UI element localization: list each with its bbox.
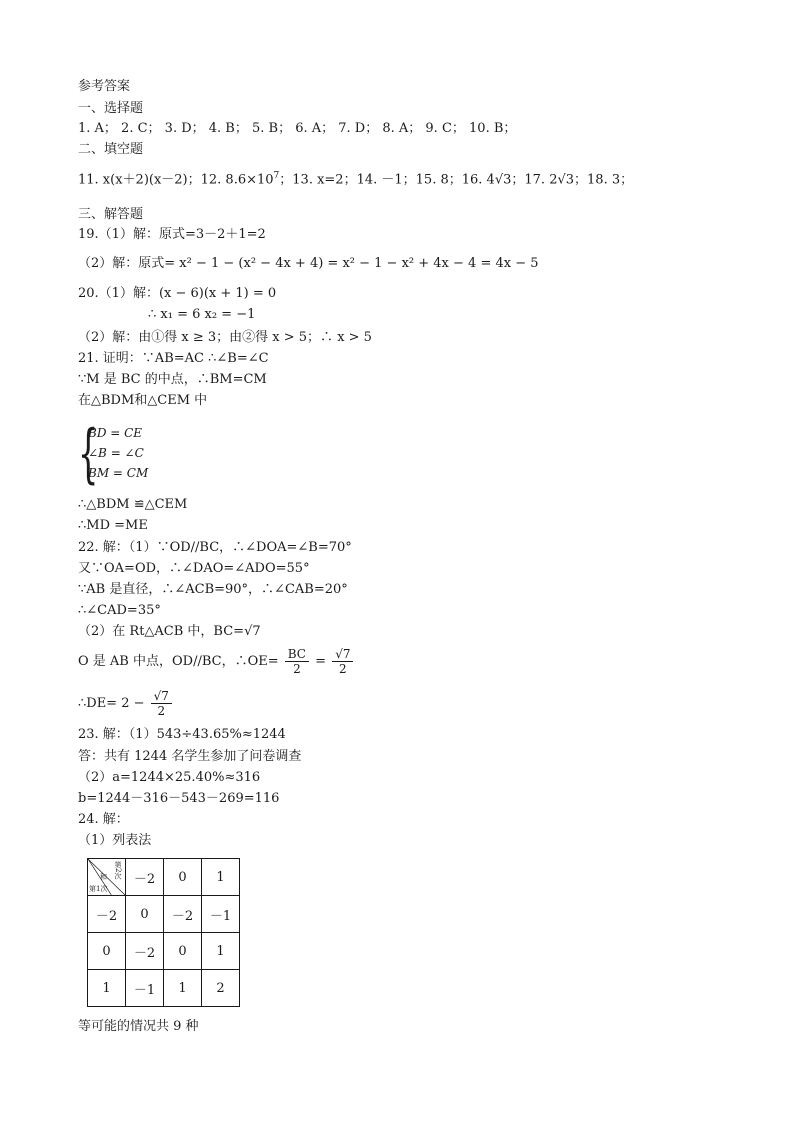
table-header-cell: 0 bbox=[164, 859, 202, 896]
q21-congruent: ∴△BDM ≌△CEM bbox=[78, 497, 188, 512]
table-row-header: 1 bbox=[88, 970, 126, 1007]
frac-den: 2 bbox=[339, 662, 347, 676]
q23-line3: （2）a=1244×25.40%≈316 bbox=[78, 770, 261, 785]
system-brace: { bbox=[78, 417, 99, 491]
q19-part1: 19.（1）解：原式=3－2＋1=2 bbox=[78, 227, 266, 242]
fill-answers bbox=[78, 172, 633, 186]
fraction-root7-2 bbox=[332, 648, 353, 675]
frac-den: 2 bbox=[157, 704, 166, 718]
q24-heading: 24. 解： bbox=[78, 812, 129, 827]
fill-part1: 11. x(x＋2)(x－2)；12. 8.6×10 bbox=[78, 172, 274, 188]
table-row-header: 0 bbox=[88, 933, 126, 970]
q23-line2: 答：共有 1244 名学生参加了问卷调查 bbox=[78, 749, 302, 764]
table-cell: －2 bbox=[164, 896, 202, 933]
table-cell: －1 bbox=[202, 896, 240, 933]
q19-part2: （2）解：原式= x² − 1 − (x² − 4x + 4) = x² − 1 − x² + 4x − 4 = 4x − 5 bbox=[78, 256, 539, 271]
corner-label-bottom: 第1次 bbox=[89, 885, 108, 893]
table-row bbox=[88, 896, 240, 933]
fill-exponent: 7 bbox=[273, 171, 280, 181]
table-header-row bbox=[88, 859, 240, 896]
table-cell: 1 bbox=[164, 970, 202, 1007]
section-fill-heading: 二、填空题 bbox=[78, 142, 144, 157]
frac-num: √7 bbox=[332, 648, 353, 662]
q22-line2: 又∵OA=OD，∴∠DAO=∠ADO=55° bbox=[78, 561, 310, 576]
fraction-root7-2 bbox=[151, 690, 172, 717]
q21-midpoint: ∵M 是 BC 的中点，∴BM=CM bbox=[78, 372, 267, 387]
q20-roots: ∴ x₁ = 6 x₂ = −1 bbox=[148, 307, 256, 322]
table-cell: 1 bbox=[202, 933, 240, 970]
fill-part2: ；13. x=2；14. －1；15. 8；16. 4 bbox=[279, 172, 495, 188]
q21-triangles: 在△BDM和△CEM 中 bbox=[78, 393, 208, 408]
q21-conclusion: ∴MD =ME bbox=[78, 518, 148, 533]
q21-system-1: BD = CE bbox=[88, 426, 143, 440]
table-cell: －2 bbox=[126, 933, 164, 970]
section-choice-heading: 一、选择题 bbox=[78, 101, 144, 116]
q22-de-text: ∴DE= 2 − bbox=[78, 696, 145, 711]
table-cell: 0 bbox=[164, 933, 202, 970]
fill-part4: ；18. 3； bbox=[574, 172, 634, 188]
table-header-cell: 1 bbox=[202, 859, 240, 896]
q22-line4: ∴∠CAD=35° bbox=[78, 603, 161, 618]
section-solve-heading: 三、解答题 bbox=[78, 207, 144, 222]
table-cell: －1 bbox=[126, 970, 164, 1007]
q23-line1: 23. 解：（1）543÷43.65%≈1244 bbox=[78, 727, 286, 742]
frac-den: 2 bbox=[293, 662, 301, 676]
table-row bbox=[88, 933, 240, 970]
q20-part2: （2）解：由①得 x ≥ 3；由②得 x > 5；∴ x > 5 bbox=[78, 330, 372, 345]
equals-sign: = bbox=[315, 654, 327, 669]
fill-root17: √3 bbox=[557, 172, 575, 188]
fraction-bc-2 bbox=[285, 648, 309, 675]
answer-key-title: 参考答案 bbox=[78, 79, 131, 94]
outcome-table bbox=[87, 858, 240, 1007]
choice-answers: 1. A； 2. C； 3. D； 4. B； 5. B； 6. A； 7. D； 8. A； 9. C； 10. B； bbox=[78, 121, 517, 136]
q21-system-2: ∠B = ∠C bbox=[88, 446, 144, 460]
table-row-header: －2 bbox=[88, 896, 126, 933]
q22-line7 bbox=[78, 690, 174, 717]
frac-num: BC bbox=[285, 648, 309, 662]
corner-label-top: 第2次 bbox=[114, 861, 122, 880]
q21-system-3: BM = CM bbox=[88, 466, 149, 480]
fill-part3: ；17. 2 bbox=[511, 172, 558, 188]
q21-given: 21. 证明：∵AB=AC ∴∠B=∠C bbox=[78, 351, 269, 366]
table-header-cell: －2 bbox=[126, 859, 164, 896]
q24-outcome-count: 等可能的情况共 9 种 bbox=[78, 1019, 199, 1034]
q22-oe-text: O 是 AB 中点，OD//BC，∴OE= bbox=[78, 654, 279, 669]
q22-line1: 22. 解：（1）∵OD//BC，∴∠DOA=∠B=70° bbox=[78, 540, 352, 555]
q20-part1: 20.（1）解：(x − 6)(x + 1) = 0 bbox=[78, 286, 277, 301]
frac-num: √7 bbox=[151, 690, 172, 704]
table-corner-cell bbox=[88, 859, 126, 896]
corner-label-mid: 和 bbox=[100, 873, 107, 881]
table-cell: 0 bbox=[126, 896, 164, 933]
q22-line6 bbox=[78, 648, 355, 675]
q22-line3: ∵AB 是直径，∴∠ACB=90°，∴∠CAB=20° bbox=[78, 582, 348, 597]
table-row bbox=[88, 970, 240, 1007]
table-cell: 2 bbox=[202, 970, 240, 1007]
q24-method: （1）列表法 bbox=[78, 833, 152, 848]
q22-line5: （2）在 Rt△ACB 中，BC=√7 bbox=[78, 624, 261, 639]
fill-root16: √3 bbox=[494, 172, 512, 188]
q23-line4: b=1244－316－543－269=116 bbox=[78, 791, 280, 806]
